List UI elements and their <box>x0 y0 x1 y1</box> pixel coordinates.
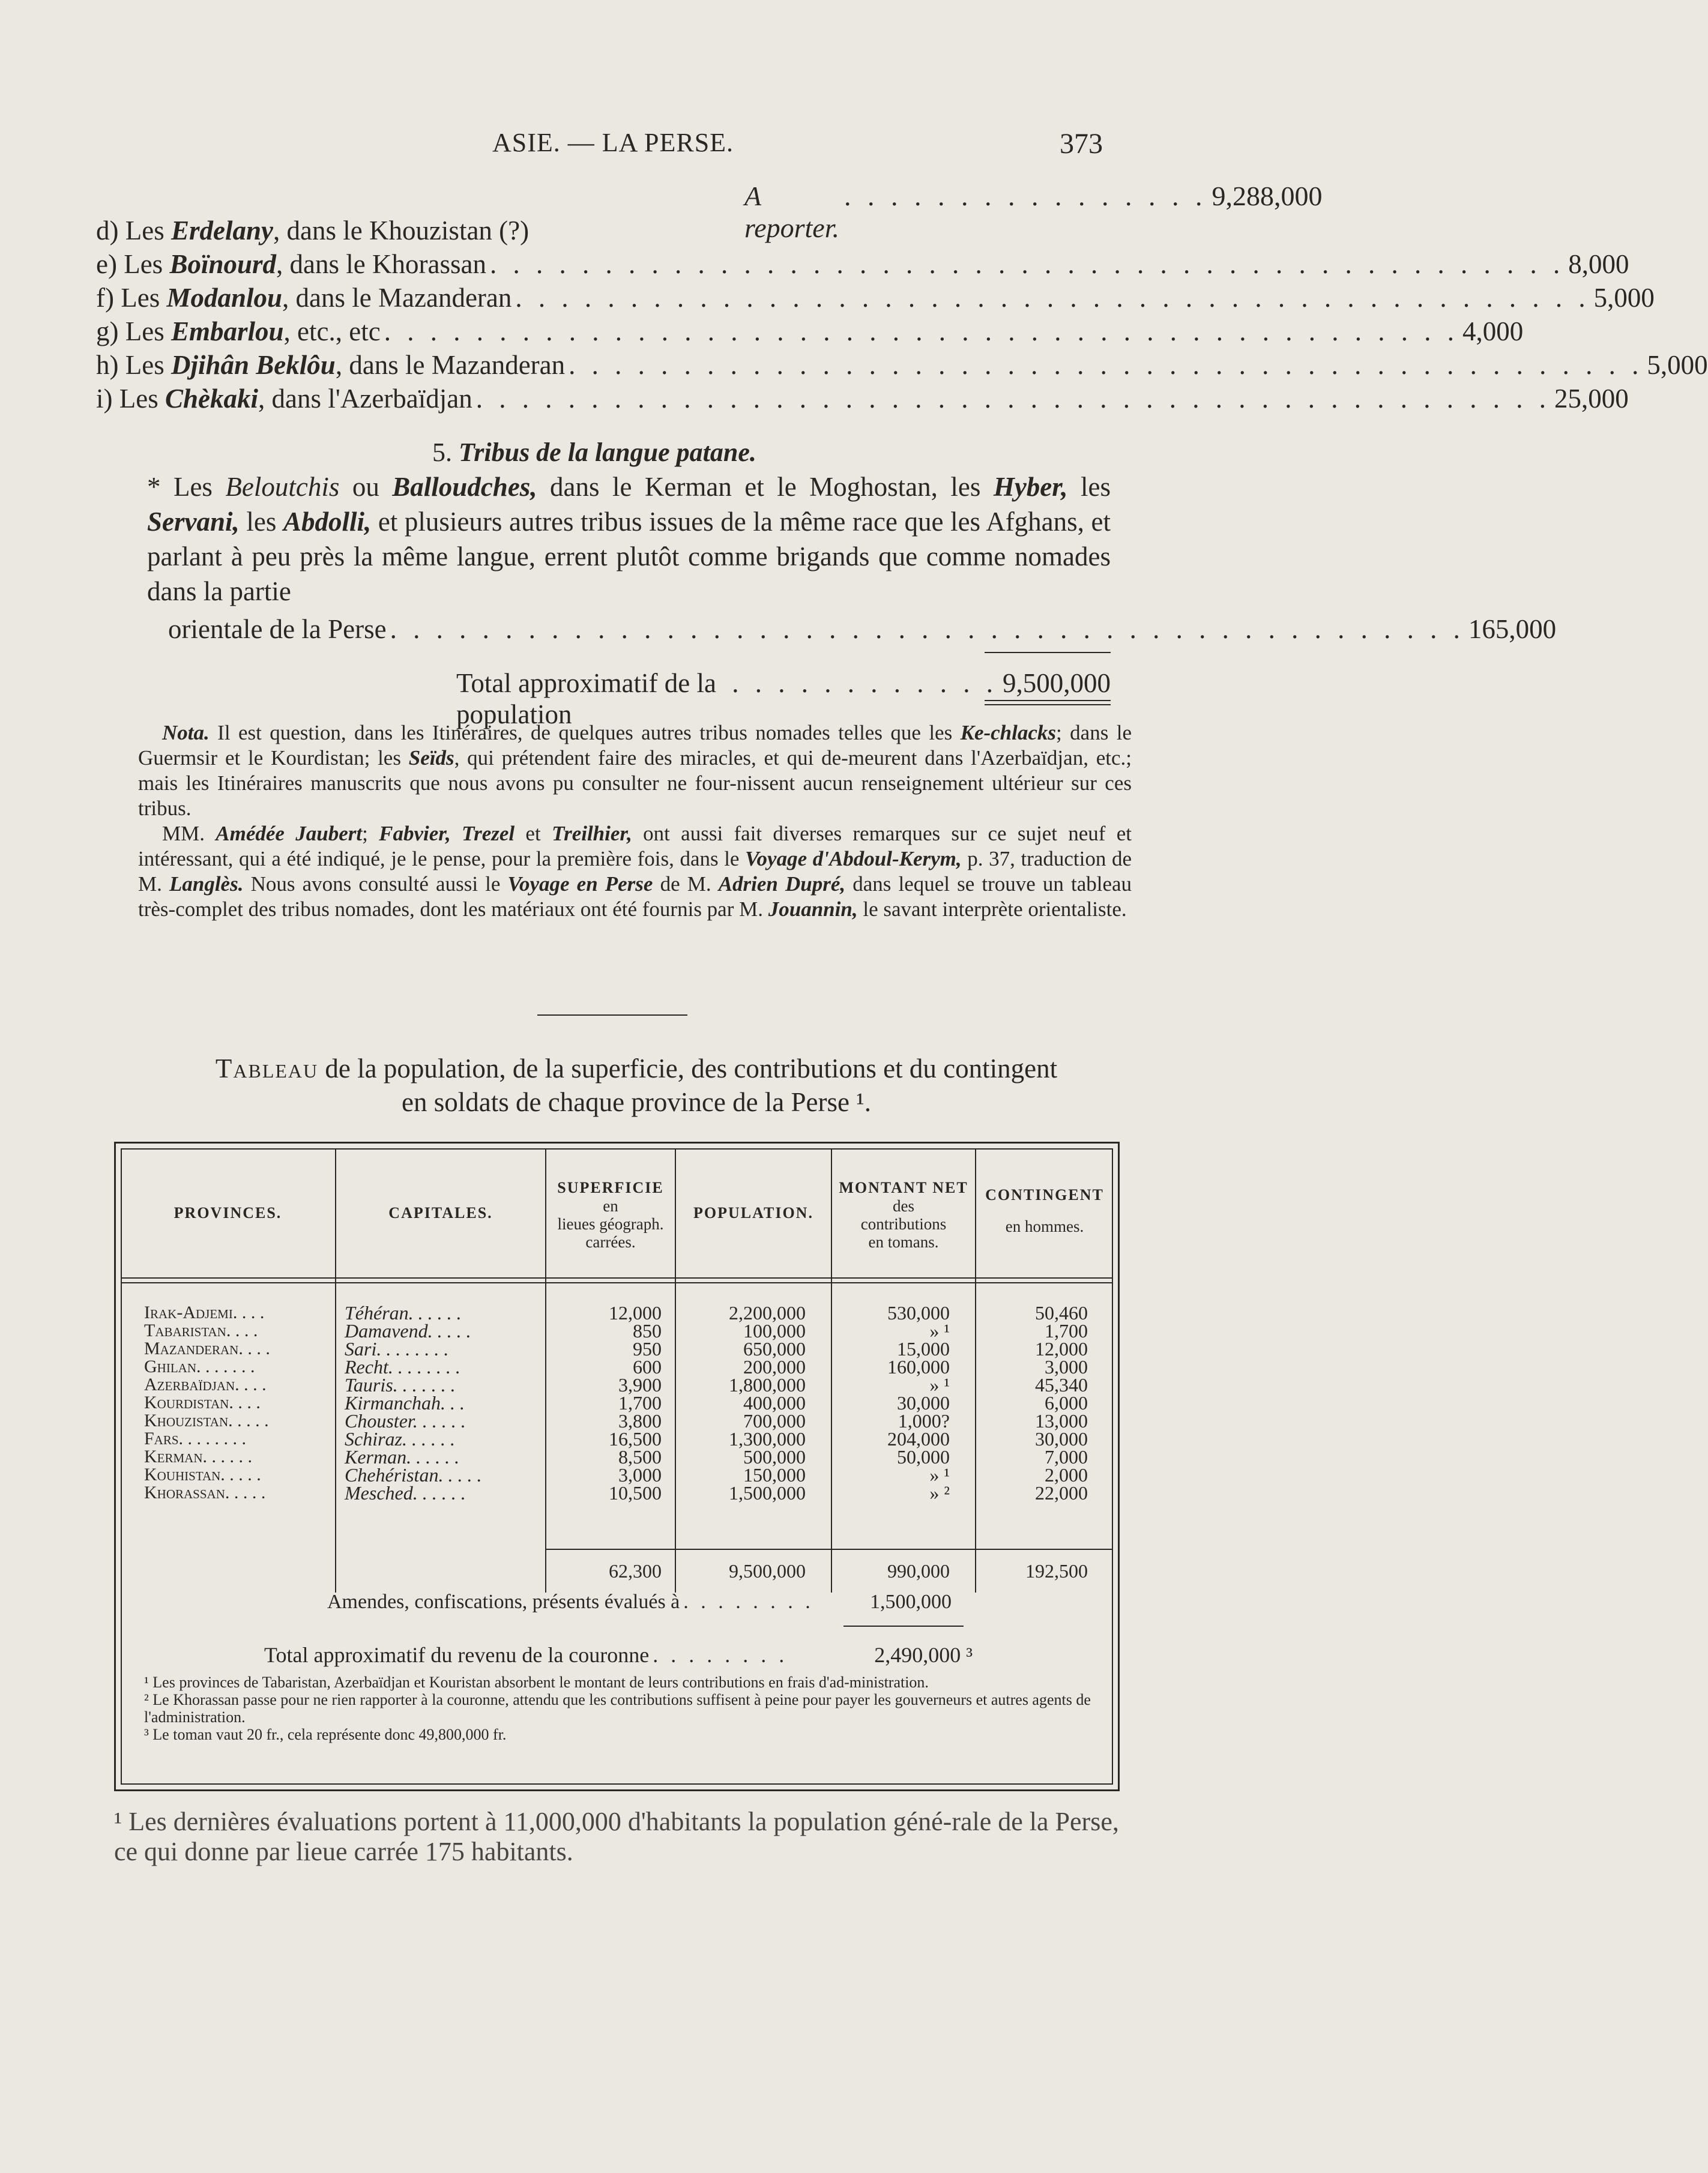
dot-leader: . . . . . . . . <box>653 1643 788 1667</box>
tribe-name: Beloutchis <box>225 472 340 502</box>
tribe-name: Erdelany <box>170 215 273 246</box>
tribe-name: Abdolli, <box>283 507 372 537</box>
tribe-location: , dans le Khorassan <box>276 249 486 279</box>
header-superficie <box>546 1179 675 1251</box>
total-contingent: 192,500 <box>1025 1560 1088 1582</box>
tribe-name: Balloudches, <box>392 472 537 502</box>
tribe-letter: h) <box>96 350 119 380</box>
tribe-row: d) Les Erdelany, dans le Khouzistan (?) <box>96 215 530 246</box>
header-label: CAPITALES. <box>388 1204 493 1222</box>
revenu-row <box>264 1642 973 1668</box>
contingent-cell: 13,000 <box>1035 1410 1088 1432</box>
sum-rule <box>843 1626 964 1627</box>
header-contingent <box>976 1186 1113 1235</box>
text: ; dans le Guermsir et le Kourdistan; les <box>138 721 1132 770</box>
text: les <box>1067 472 1111 502</box>
tribe-name: Servani, <box>147 507 240 537</box>
header-label: SUPERFICIE <box>557 1179 664 1196</box>
population-cell: 100,000 <box>743 1320 806 1342</box>
tribe-row: f) Les Modanlou, dans le Mazanderan . . . . . . . . . . . . . . . . . . . . . . . . . . . . . . . . . . . . . . . . . . . . . . . 5,000 <box>96 283 1655 313</box>
amendes-value: 1,500,000 <box>870 1591 952 1613</box>
capitale-cell: Téhéran. . . . . . <box>345 1302 462 1324</box>
text: de M. <box>653 872 719 896</box>
tribe-name: Seïds <box>408 746 454 770</box>
text: Les <box>160 472 226 502</box>
contingent-cell: 30,000 <box>1035 1428 1088 1450</box>
total-value: 9,500,000 <box>1003 668 1111 698</box>
author-name: Jouannin, <box>768 897 858 921</box>
carry-value: 9,288,000 <box>1212 181 1323 211</box>
tribe-value: 5,000 <box>1647 350 1708 380</box>
amendes-label: Amendes, confiscations, présents évalués à <box>327 1591 680 1613</box>
tribe-letter: f) <box>96 283 114 313</box>
author-name: Treilhier, <box>552 822 632 845</box>
population-cell: 1,500,000 <box>729 1482 806 1504</box>
province-cell: Fars. . . . . . . . <box>144 1429 247 1448</box>
tribe-name: Modanlou <box>166 283 283 313</box>
table-note: ¹ Les provinces de Tabaristan, Azerbaïdjan et Kouristan absorbent le montant de leurs contributions en frais d'ad-ministration. <box>144 1674 929 1691</box>
dot-leader: . . . . . . . . . . . . . . . . . . . . . . . . . . . . . . . . . . . . . . . . . . . . . . . <box>515 283 1590 313</box>
contingent-cell: 2,000 <box>1045 1464 1088 1486</box>
section-number: 5. <box>432 438 452 467</box>
separator-rule <box>537 1014 687 1016</box>
beloutchis-last-line <box>168 613 1557 645</box>
contingent-cell: 50,460 <box>1035 1302 1088 1324</box>
superficie-cell: 8,500 <box>618 1446 662 1468</box>
page-number: 373 <box>1060 128 1103 160</box>
tribe-location: , dans le Khouzistan (?) <box>273 215 530 246</box>
contingent-cell: 3,000 <box>1045 1356 1088 1378</box>
population-cell: 1,800,000 <box>729 1374 806 1396</box>
tribe-letter: d) <box>96 215 119 246</box>
superficie-cell: 3,900 <box>618 1374 662 1396</box>
superficie-cell: 10,500 <box>609 1482 662 1504</box>
beloutchis-paragraph <box>147 469 1111 609</box>
header-population <box>676 1204 831 1222</box>
running-head: ASIE. — LA PERSE. <box>492 128 734 157</box>
province-cell: Kerman. . . . . . <box>144 1447 253 1466</box>
sum-rule <box>985 652 1111 653</box>
header-label: PROVINCES. <box>174 1204 282 1222</box>
montant-cell: 1,000? <box>898 1410 950 1432</box>
header-provinces <box>121 1204 335 1222</box>
text: ; <box>362 822 379 845</box>
population-cell: 500,000 <box>743 1446 806 1468</box>
contingent-cell: 45,340 <box>1035 1374 1088 1396</box>
carry-label: A reporter. <box>744 181 840 243</box>
superficie-cell: 850 <box>633 1320 662 1342</box>
header-rule <box>121 1277 1113 1279</box>
dot-leader: . . . . . . . . . . . . . . . . . . . . . . . . . . . . . . . . . . . . . . . . . . . . . . . <box>384 316 1459 346</box>
province-cell: Kouhistan. . . . . <box>144 1465 261 1484</box>
header-label: CONTINGENT <box>985 1186 1104 1204</box>
total-label: Total approximatif de la population <box>456 668 716 729</box>
header-label: lieues géograph. <box>557 1215 664 1233</box>
montant-cell: 15,000 <box>897 1338 950 1360</box>
dot-leader: . . . . . . . . . . . . . . . . . . . . . . . . . . . . . . . . . . . . . . . . . . . . . . . <box>489 249 1565 279</box>
population-cell: 1,300,000 <box>729 1428 806 1450</box>
dot-leader: . . . . . . . . . . . . . . . . <box>844 181 1207 211</box>
capitale-cell: Damavend. . . . . <box>345 1320 471 1342</box>
dot-leader: . . . . . . . . <box>683 1591 814 1613</box>
tribe-value: 4,000 <box>1462 316 1524 346</box>
text: de la population, de la superficie, des contributions et du contingent <box>318 1053 1058 1083</box>
text: , qui prétendent faire des miracles, et qui de-meurent dans l'Azerbaïdjan, etc.; mais les Itinéraires manuscrits que nous avons pu consulter ne four-nissent aucun renseignement ultérieur sur ces tribus. <box>138 746 1132 820</box>
text: le savant interprète orientaliste. <box>857 897 1127 921</box>
revenu-label: Total approximatif du revenu de la couronne <box>264 1643 650 1667</box>
tribe-name: Hyber, <box>993 472 1068 502</box>
population-cell: 650,000 <box>743 1338 806 1360</box>
text: et <box>515 822 552 845</box>
tribe-letter: e) <box>96 249 117 279</box>
revenu-value: 2,490,000 ³ <box>874 1643 973 1667</box>
province-cell: Ghilan. . . . . . . <box>144 1357 255 1376</box>
contingent-cell: 7,000 <box>1045 1446 1088 1468</box>
population-cell: 400,000 <box>743 1392 806 1414</box>
population-cell: 200,000 <box>743 1356 806 1378</box>
text: ont aussi fait diverses remarques sur ce sujet neuf et intéressant, qui a été indiqué, je le pense, pour la première fois, dans le <box>138 822 1132 870</box>
header-label: en tomans. <box>868 1233 939 1251</box>
total-superficie: 62,300 <box>609 1560 662 1582</box>
header-montant <box>832 1179 975 1251</box>
total-population: 9,500,000 <box>729 1560 806 1582</box>
text: orientale de la Perse <box>168 614 387 644</box>
population-cell: 2,200,000 <box>729 1302 806 1324</box>
contingent-cell: 12,000 <box>1035 1338 1088 1360</box>
text: dans le Kerman et le Moghostan, les <box>537 472 994 502</box>
author-name: Langlès. <box>169 872 244 896</box>
province-cell: Kourdistan. . . . <box>144 1393 261 1412</box>
header-rule <box>121 1282 1113 1283</box>
tribe-value: 8,000 <box>1568 249 1629 279</box>
author-name: Fabvier, Trezel <box>379 822 515 845</box>
table-note: ³ Le toman vaut 20 fr., cela représente donc 49,800,000 fr. <box>144 1726 507 1743</box>
tribe-letter: g) <box>96 316 119 346</box>
montant-cell: » ² <box>929 1482 950 1504</box>
author-name: Amédée Jaubert <box>216 822 363 845</box>
tribe-value: 25,000 <box>1554 384 1629 414</box>
dot-leader: . . . . . . . . . . . . <box>732 668 998 698</box>
superficie-cell: 12,000 <box>609 1302 662 1324</box>
tribe-location: , etc., etc <box>283 316 381 346</box>
book-title: Voyage d'Abdoul-Kerym, <box>745 847 962 870</box>
capitale-cell: Kerman. . . . . . <box>345 1446 460 1468</box>
section-heading <box>432 437 756 468</box>
tribe-row: g) Les Embarlou, etc., etc . . . . . . . . . . . . . . . . . . . . . . . . . . . . . . . . . . . . . . . . . . . . . . . 4,000 <box>96 316 1524 346</box>
tribe-letter: i) <box>96 384 113 414</box>
superficie-cell: 16,500 <box>609 1428 662 1450</box>
book-title: Voyage en Perse <box>507 872 653 896</box>
superficie-cell: 950 <box>633 1338 662 1360</box>
nota-paragraph <box>138 821 1132 922</box>
header-label: contributions <box>860 1215 947 1233</box>
table-note: ² Le Khorassan passe pour ne rien rapporter à la couronne, attendu que les contributions suffisent à peine pour payer les gouverneurs et autres agents de l'administration. <box>144 1691 1091 1726</box>
province-cell: Azerbaïdjan. . . . <box>144 1375 267 1394</box>
table-title-line: en soldats de chaque province de la Perse ¹. <box>402 1087 871 1117</box>
header-label: carrées. <box>585 1233 636 1251</box>
table-title <box>120 1052 1153 1119</box>
text: Il est question, dans les Itinéraires, de quelques autres tribus nomades telles que les <box>209 721 961 744</box>
capitale-cell: Recht. . . . . . . . <box>345 1356 460 1378</box>
capitale-cell: Schiraz. . . . . . <box>345 1428 455 1450</box>
montant-cell: 530,000 <box>887 1302 950 1324</box>
text: et plusieurs autres tribus issues de la même race que les Afghans, et parlant à peu près la même langue, errent plutôt comme brigands que comme nomades dans la partie <box>147 507 1111 606</box>
dot-leader: . . . . . . . . . . . . . . . . . . . . . . . . . . . . . . . . . . . . . . . . . . . . . . . <box>475 384 1551 414</box>
contingent-cell: 22,000 <box>1035 1482 1088 1504</box>
tribe-row: e) Les Boïnourd, dans le Khorassan . . . . . . . . . . . . . . . . . . . . . . . . . . . . . . . . . . . . . . . . . . . . . . . 8,000 <box>96 249 1629 279</box>
montant-cell: 30,000 <box>897 1392 950 1414</box>
tribe-row: h) Les Djihân Beklôu, dans le Mazanderan . . . . . . . . . . . . . . . . . . . . . . . . . . . . . . . . . . . . . . . . . . . . . . . 5,000 <box>96 350 1708 380</box>
tribe-location: , dans le Mazanderan <box>335 350 566 380</box>
double-rule <box>985 700 1111 701</box>
superficie-cell: 3,000 <box>618 1464 662 1486</box>
province-cell: Mazanderan. . . . <box>144 1339 270 1358</box>
amendes-row <box>327 1591 952 1614</box>
province-cell: Khorassan. . . . . <box>144 1483 266 1502</box>
tribe-value: 165,000 <box>1468 614 1557 644</box>
montant-cell: 50,000 <box>897 1446 950 1468</box>
tribe-name: Ke-chlacks <box>960 721 1057 744</box>
header-label: en hommes. <box>1005 1217 1084 1235</box>
tribe-name: Boïnourd <box>169 249 277 279</box>
header-capitales <box>336 1204 545 1222</box>
tribe-value: 5,000 <box>1593 283 1655 313</box>
text: p. 37, traduction de M. <box>138 847 1132 896</box>
tribe-location: , dans l'Azerbaïdjan <box>258 384 472 414</box>
header-label: des <box>893 1197 914 1215</box>
sum-rule <box>545 1549 1112 1550</box>
text: ou <box>339 472 393 502</box>
text: les <box>239 507 283 537</box>
tribe-name: Chèkaki <box>164 384 259 414</box>
contingent-cell: 6,000 <box>1045 1392 1088 1414</box>
capitale-cell: Tauris. . . . . . . <box>345 1374 456 1396</box>
montant-cell: 160,000 <box>887 1356 950 1378</box>
nota-paragraph <box>138 720 1132 821</box>
province-cell: Khouzistan. . . . . <box>144 1411 269 1430</box>
montant-cell: 204,000 <box>887 1428 950 1450</box>
page-footnote: ¹ Les dernières évaluations portent à 11,000,000 d'habitants la population géné-rale de la Perse, ce qui donne par lieue carrée 175 habitants. <box>114 1807 1119 1866</box>
table-title-line <box>120 1052 1153 1085</box>
contingent-cell: 1,700 <box>1045 1320 1088 1342</box>
text: Nous avons consulté aussi le <box>243 872 508 896</box>
capitale-cell: Sari. . . . . . . . <box>345 1338 449 1360</box>
capitale-cell: Mesched. . . . . . <box>345 1482 466 1504</box>
montant-cell: » ¹ <box>929 1320 950 1342</box>
capitale-cell: Chehéristan. . . . . <box>345 1464 482 1486</box>
province-cell: Tabaristan. . . . <box>144 1321 258 1340</box>
tribe-name: Embarlou <box>170 316 284 346</box>
population-cell: 700,000 <box>743 1410 806 1432</box>
tribe-name: Djihân Beklôu <box>170 350 336 380</box>
superficie-cell: 3,800 <box>618 1410 662 1432</box>
double-rule <box>985 704 1111 705</box>
superficie-cell: 1,700 <box>618 1392 662 1414</box>
population-cell: 150,000 <box>743 1464 806 1486</box>
title-lead: Tableau <box>215 1053 319 1083</box>
table-notes <box>144 1674 1105 1743</box>
total-montant: 990,000 <box>887 1560 950 1582</box>
superficie-cell: 600 <box>633 1356 662 1378</box>
header-label: en <box>603 1197 618 1215</box>
text: MM. <box>162 822 216 845</box>
text: dans lequel se trouve un tableau très-complet des tribus nomades, dont les matériaux ont été fournis par M. <box>138 872 1132 921</box>
nota-lead: Nota. <box>162 721 210 744</box>
nota-block <box>138 720 1132 922</box>
section-title: Tribus de la langue patane. <box>459 438 756 467</box>
tribe-row: i) Les Chèkaki, dans l'Azerbaïdjan . . . . . . . . . . . . . . . . . . . . . . . . . . . . . . . . . . . . . . . . . . . . . . . 25,000 <box>96 384 1629 414</box>
header-label: MONTANT NET <box>839 1179 968 1196</box>
province-cell: Irak-Adjemi. . . . <box>144 1303 265 1322</box>
header-label: POPULATION. <box>693 1204 813 1222</box>
montant-cell: » ¹ <box>929 1374 950 1396</box>
dot-leader: . . . . . . . . . . . . . . . . . . . . . . . . . . . . . . . . . . . . . . . . . . . . . . . <box>569 350 1644 380</box>
dot-leader: . . . . . . . . . . . . . . . . . . . . . . . . . . . . . . . . . . . . . . . . . . . . . . . <box>390 614 1465 644</box>
capitale-cell: Chouster. . . . . . <box>345 1410 466 1432</box>
asterisk: * <box>147 472 161 502</box>
capitale-cell: Kirmanchah. . . <box>345 1392 465 1414</box>
montant-cell: » ¹ <box>929 1464 950 1486</box>
author-name: Adrien Dupré, <box>718 872 846 896</box>
tribe-location: , dans le Mazanderan <box>282 283 512 313</box>
